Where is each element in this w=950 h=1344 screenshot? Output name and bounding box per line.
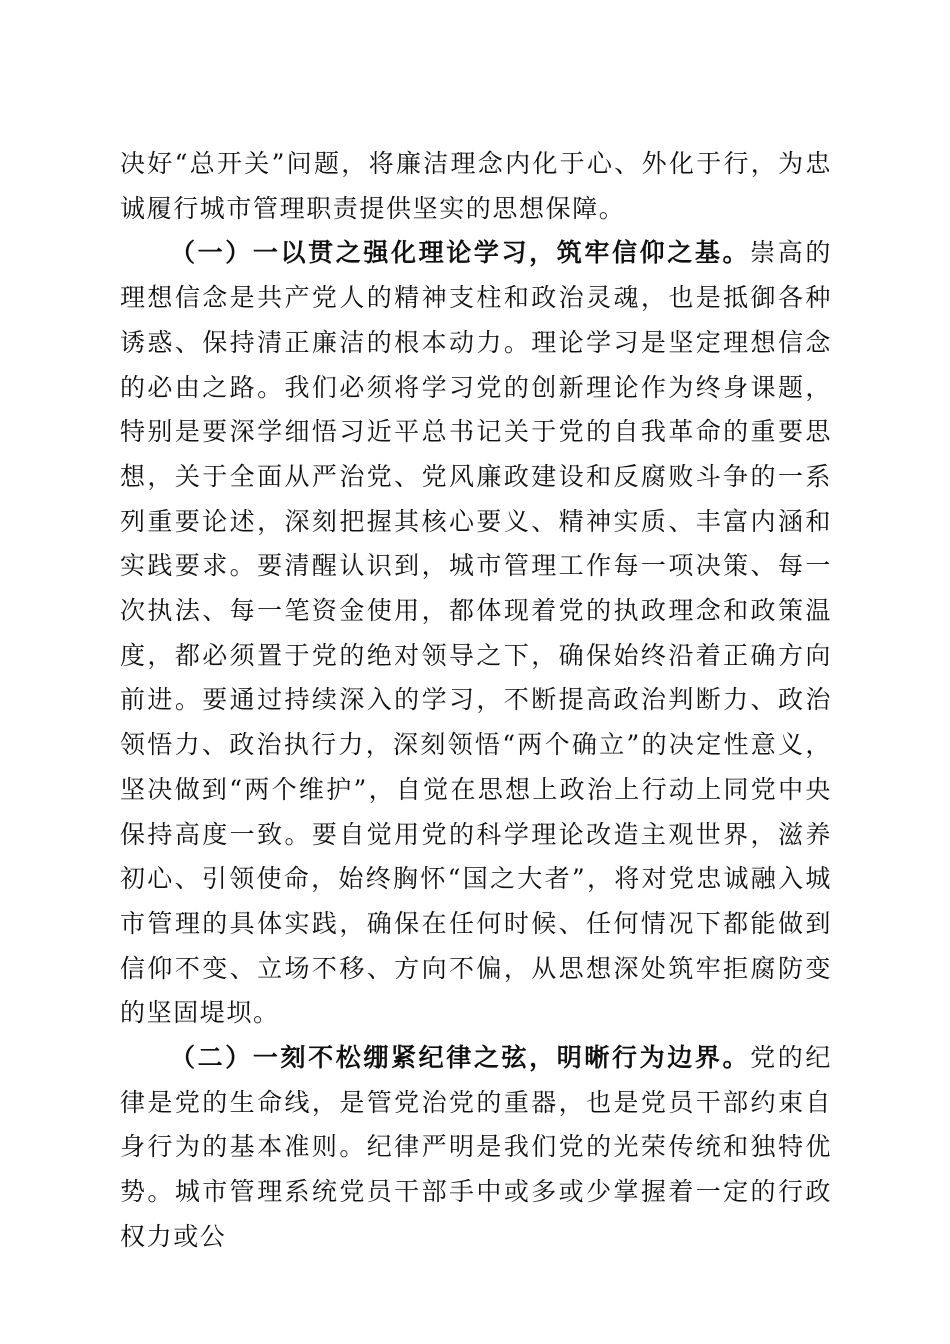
- paragraph-section-2: [120, 1036, 832, 1260]
- paragraph-text: 崇高的理想信念是共产党人的精神支柱和政治灵魂，也是抵御各种诱惑、保持清正廉洁的根本动力。理论学习是坚定理想信念的必由之路。我们必须将学习党的创新理论作为终身课题，特别是要深学细悟习近平总书记关于党的自我革命的重要思想，关于全面从严治党、党风廉政建设和反腐败斗争的一系列重要论述，深刻把握其核心要义、精神实质、丰富内涵和实践要求。要清醒认识到，城市管理工作每一项决策、每一次执法、每一笔资金使用，都体现着党的执政理念和政策温度，都必须置于党的绝对领导之下，确保始终沿着正确方向前进。要通过持续深入的学习，不断提高政治判断力、政治领悟力、政治执行力，深刻领悟“两个确立”的决定性意义，坚决做到“两个维护”，自觉在思想上政治上行动上同党中央保持高度一致。要自觉用党的科学理论改造主观世界，滋养初心、引领使命，始终胸怀“国之大者”，将对党忠诚融入城市管理的具体实践，确保在任何时候、任何情况下都能做到信仰不变、立场不移、方向不偏，从思想深处筑牢拒腐防变的坚固堤坝。: [120, 238, 832, 1028]
- section-heading-2: （二）一刻不松绷紧纪律之弦，明晰行为边界。: [170, 1043, 751, 1073]
- paragraph-section-1: [120, 231, 832, 1036]
- section-heading-1: （一）一以贯之强化理论学习，筑牢信仰之基。: [170, 238, 751, 268]
- paragraph-text: 党的纪律是党的生命线，是管党治党的重器，也是党员干部约束自身行为的基本准则。纪律严明是我们党的光荣传统和独特优势。城市管理系统党员干部手中或多或少掌握着一定的行政权力或公: [120, 1043, 832, 1251]
- document-body: [120, 142, 832, 1260]
- paragraph-text: 决好“总开关”问题，将廉洁理念内化于心、外化于行，为忠诚履行城市管理职责提供坚实的思想保障。: [120, 149, 832, 223]
- paragraph-intro-continuation: [120, 142, 832, 231]
